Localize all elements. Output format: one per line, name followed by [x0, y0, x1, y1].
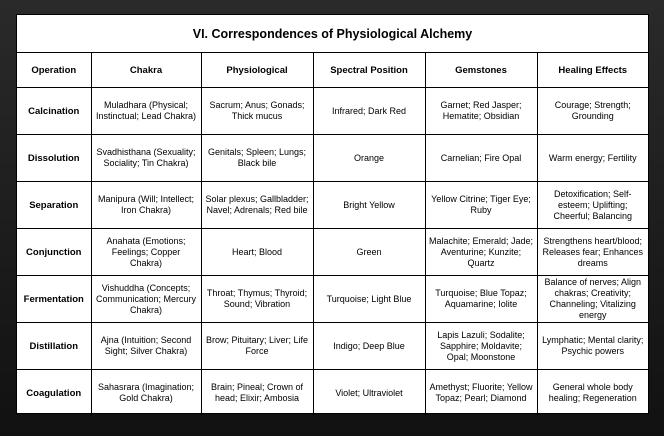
gemstones-cell: Turquoise; Blue Topaz; Aquamarine; Iolite: [425, 276, 537, 323]
operation-cell: Conjunction: [17, 229, 91, 276]
chakra-cell: Muladhara (Physical; Instinctual; Lead Chakra): [91, 88, 201, 135]
spectral-cell: Turquoise; Light Blue: [313, 276, 425, 323]
table-row: [17, 88, 648, 135]
gemstones-cell: Amethyst; Fluorite; Yellow Topaz; Pearl; Diamond: [425, 370, 537, 417]
physiological-cell: Brain; Pineal; Crown of head; Elixir; Ambosia: [201, 370, 313, 417]
physiological-cell: Heart; Blood: [201, 229, 313, 276]
chakra-cell: Svadhisthana (Sexuality; Sociality; Tin Chakra): [91, 135, 201, 182]
header-spectral-position: Spectral Position: [313, 53, 425, 88]
header-operation: Operation: [17, 53, 91, 88]
spectral-cell: Indigo; Deep Blue: [313, 323, 425, 370]
operation-cell: Distillation: [17, 323, 91, 370]
physiological-cell: Brow; Pituitary; Liver; Life Force: [201, 323, 313, 370]
physiological-cell: Solar plexus; Gallbladder; Navel; Adrenals; Red bile: [201, 182, 313, 229]
header-physiological: Physiological: [201, 53, 313, 88]
table-row: [17, 323, 648, 370]
header-gemstones: Gemstones: [425, 53, 537, 88]
operation-cell: Calcination: [17, 88, 91, 135]
spectral-cell: Green: [313, 229, 425, 276]
healing-cell: Balance of nerves; Align chakras; Creativity; Channeling; Vitalizing energy: [537, 276, 648, 323]
chakra-cell: Manipura (Will; Intellect; Iron Chakra): [91, 182, 201, 229]
table-row: [17, 229, 648, 276]
gemstones-cell: Yellow Citrine; Tiger Eye; Ruby: [425, 182, 537, 229]
chakra-cell: Ajna (Intuition; Second Sight; Silver Chakra): [91, 323, 201, 370]
physiological-cell: Genitals; Spleen; Lungs; Black bile: [201, 135, 313, 182]
spectral-cell: Bright Yellow: [313, 182, 425, 229]
physiological-cell: Sacrum; Anus; Gonads; Thick mucus: [201, 88, 313, 135]
healing-cell: Strengthens heart/blood; Releases fear; Enhances dreams: [537, 229, 648, 276]
operation-cell: Separation: [17, 182, 91, 229]
healing-cell: Warm energy; Fertility: [537, 135, 648, 182]
table-row: [17, 182, 648, 229]
healing-cell: Lymphatic; Mental clarity; Psychic powers: [537, 323, 648, 370]
healing-cell: Courage; Strength; Grounding: [537, 88, 648, 135]
chakra-cell: Anahata (Emotions; Feelings; Copper Chakra): [91, 229, 201, 276]
healing-cell: General whole body healing; Regeneration: [537, 370, 648, 417]
spectral-cell: Violet; Ultraviolet: [313, 370, 425, 417]
table-row: [17, 370, 648, 417]
correspondences-table: [17, 53, 648, 416]
physiological-cell: Throat; Thymus; Thyroid; Sound; Vibration: [201, 276, 313, 323]
spectral-cell: Orange: [313, 135, 425, 182]
operation-cell: Dissolution: [17, 135, 91, 182]
gemstones-cell: Carnelian; Fire Opal: [425, 135, 537, 182]
gemstones-cell: Malachite; Emerald; Jade; Aventurine; Kunzite; Quartz: [425, 229, 537, 276]
gemstones-cell: Garnet; Red Jasper; Hematite; Obsidian: [425, 88, 537, 135]
operation-cell: Fermentation: [17, 276, 91, 323]
chakra-cell: Sahasrara (Imagination; Gold Chakra): [91, 370, 201, 417]
spectral-cell: Infrared; Dark Red: [313, 88, 425, 135]
operation-cell: Coagulation: [17, 370, 91, 417]
header-chakra: Chakra: [91, 53, 201, 88]
chakra-cell: Vishuddha (Concepts; Communication; Mercury Chakra): [91, 276, 201, 323]
document-page: [16, 14, 649, 414]
header-healing-effects: Healing Effects: [537, 53, 648, 88]
header-row: [17, 53, 648, 88]
page-title: VI. Correspondences of Physiological Alchemy: [17, 15, 648, 53]
table-row: [17, 276, 648, 323]
healing-cell: Detoxification; Self-esteem; Uplifting; Cheerful; Balancing: [537, 182, 648, 229]
table-row: [17, 135, 648, 182]
gemstones-cell: Lapis Lazuli; Sodalite; Sapphire; Moldavite; Opal; Moonstone: [425, 323, 537, 370]
